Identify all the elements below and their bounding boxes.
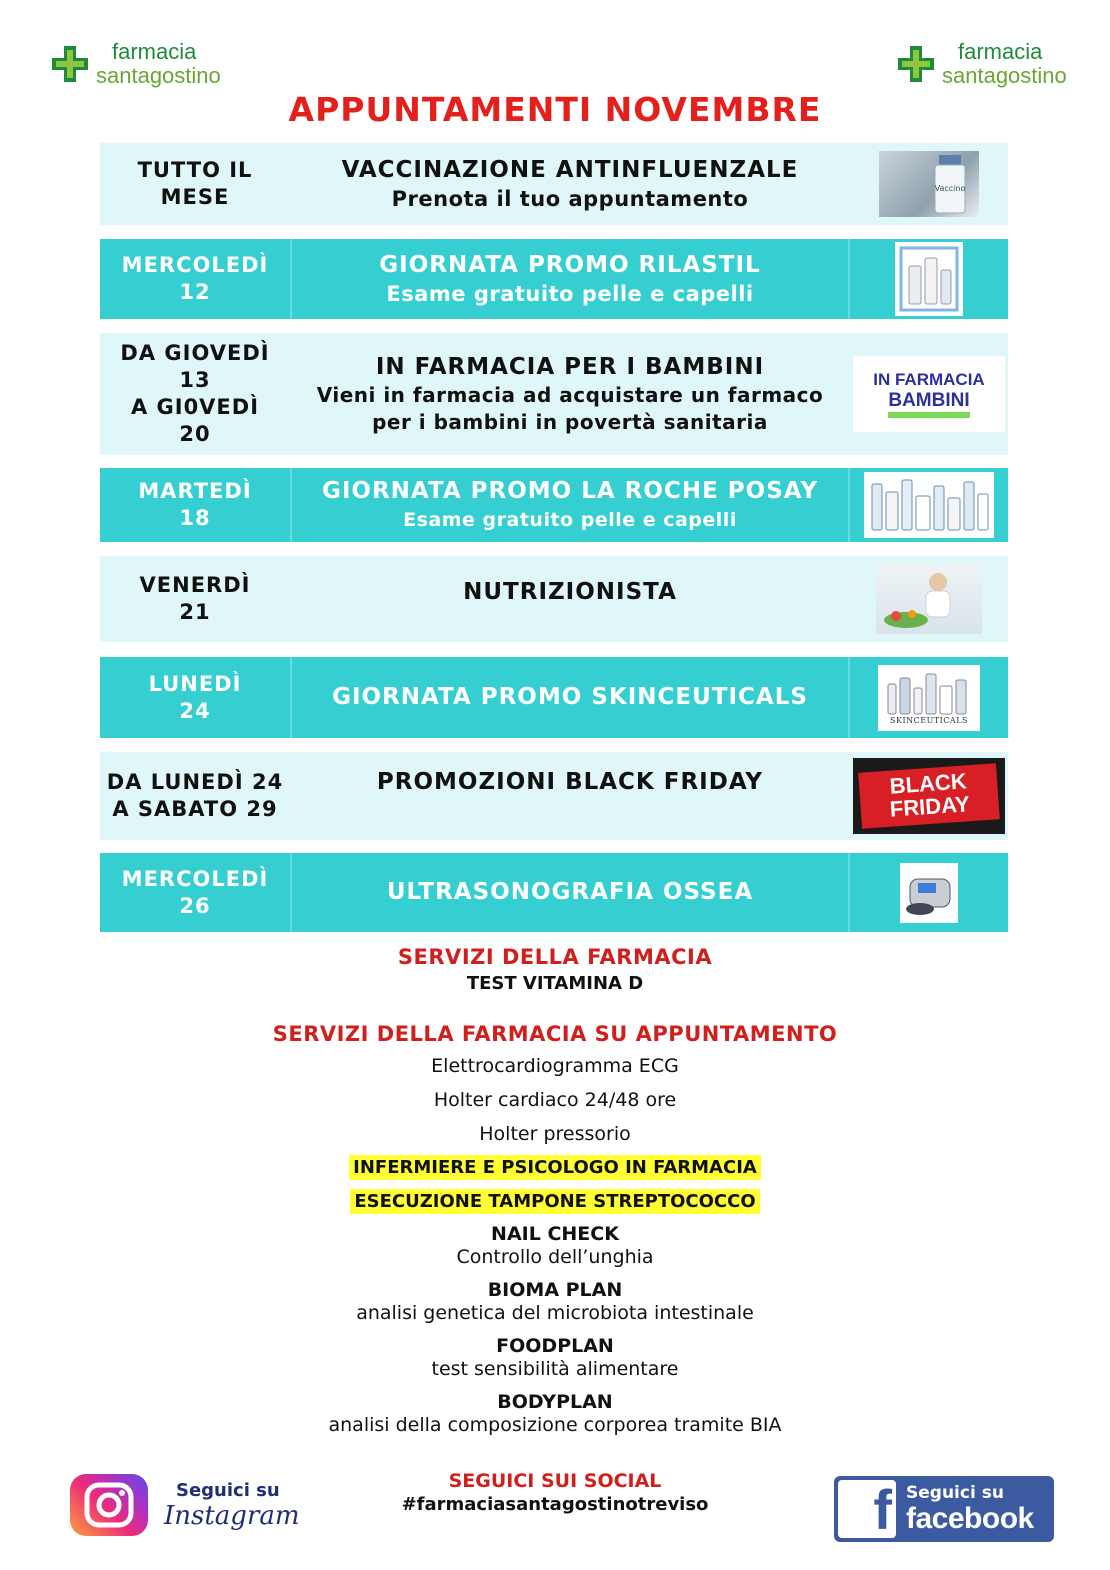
- row-image: [850, 143, 1008, 225]
- service-item: Holter cardiaco 24/48 ore: [433, 1089, 677, 1111]
- vaccine-vial-image: [879, 151, 979, 217]
- appointment-row: [100, 752, 1008, 840]
- in-farmacia-per-i-bambini-logo: IN FARMACIA BAMBINI: [853, 356, 1005, 432]
- services-heading: SERVIZI DELLA FARMACIA: [397, 945, 713, 969]
- services-section: [0, 945, 1110, 994]
- row-image: [850, 752, 1008, 840]
- instagram-line2: Instagram: [164, 1500, 300, 1531]
- row-date: LUNEDÌ 24: [100, 657, 292, 738]
- row-date: VENERDÌ 21: [139, 573, 251, 624]
- appointment-row: [100, 333, 1008, 455]
- event-subtitle: Esame gratuito pelle e capelli: [386, 281, 754, 306]
- row-event: [290, 556, 850, 642]
- event-title: VACCINAZIONE ANTINFLUENZALE: [341, 156, 799, 183]
- page-title: APPUNTAMENTI NOVEMBRE: [288, 90, 822, 129]
- plan-name: NAIL CHECK: [491, 1223, 619, 1245]
- event-title: PROMOZIONI BLACK FRIDAY: [376, 769, 764, 795]
- service-item: Holter pressorio: [479, 1123, 631, 1145]
- la-roche-posay-products-image: [864, 472, 994, 538]
- row-event: [290, 333, 850, 455]
- row-image: [850, 333, 1008, 455]
- plan-block: [0, 1222, 1110, 1268]
- plan-name: BODYPLAN: [497, 1391, 613, 1413]
- row-event: [292, 657, 848, 738]
- svg-text:Vaccino: Vaccino: [934, 184, 966, 193]
- plan-description: Controllo dell’unghia: [456, 1246, 654, 1268]
- pharmacy-cross-icon: [896, 44, 936, 84]
- service-item: TEST VITAMINA D: [466, 973, 644, 994]
- row-image: [848, 239, 1008, 319]
- row-event: [292, 468, 848, 542]
- event-title: GIORNATA PROMO SKINCEUTICALS: [332, 684, 808, 710]
- facebook-icon: f: [838, 1480, 896, 1538]
- highlighted-service: ESECUZIONE TAMPONE STREPTOCOCCO: [350, 1189, 759, 1214]
- pharmacy-cross-icon: [50, 44, 90, 84]
- facebook-link[interactable]: [834, 1476, 1054, 1542]
- event-subtitle: Prenota il tuo appuntamento: [391, 186, 749, 211]
- row-date: TUTTO IL MESE: [137, 158, 253, 209]
- bone-densitometer-image: [900, 863, 958, 923]
- highlighted-service: INFERMIERE E PSICOLOGO IN FARMACIA: [349, 1155, 761, 1180]
- plan-description: analisi della composizione corporea tramite BIA: [328, 1414, 782, 1436]
- plan-name: BIOMA PLAN: [487, 1279, 623, 1301]
- brand-line1: farmacia: [112, 39, 197, 64]
- appointment-services-section: [0, 1022, 1110, 1436]
- social-hashtag[interactable]: #farmaciasantagostinotreviso: [401, 1494, 709, 1515]
- appointment-row: [100, 556, 1008, 642]
- row-date: MARTEDÌ 18: [100, 468, 292, 542]
- brand-logo-left: [50, 40, 221, 88]
- plan-block: [0, 1278, 1110, 1324]
- row-date: DA LUNEDÌ 24 A SABATO 29: [106, 770, 284, 821]
- row-image: [848, 853, 1008, 932]
- plan-description: test sensibilità alimentare: [431, 1358, 679, 1380]
- row-image: [850, 556, 1008, 642]
- appointment-row: [100, 143, 1008, 225]
- plan-name: FOODPLAN: [496, 1335, 614, 1357]
- event-title: ULTRASONOGRAFIA OSSEA: [386, 879, 754, 905]
- row-event: [292, 239, 848, 319]
- social-heading: SEGUICI SUI SOCIAL: [448, 1470, 662, 1492]
- plan-description: analisi genetica del microbiota intestinale: [356, 1302, 754, 1324]
- black-friday-banner: BLACK FRIDAY: [853, 758, 1005, 834]
- event-title: GIORNATA PROMO LA ROCHE POSAY: [321, 477, 819, 504]
- facebook-line1: Seguici su: [906, 1483, 1004, 1503]
- row-event: [290, 143, 850, 225]
- nutritionist-image: [876, 564, 982, 634]
- service-item: Elettrocardiogramma ECG: [431, 1055, 679, 1077]
- instagram-line1: Seguici su: [176, 1479, 280, 1501]
- brand-line1: farmacia: [958, 39, 1043, 64]
- brand-line2: santagostino: [96, 63, 221, 88]
- row-event: [292, 853, 848, 932]
- facebook-line2: facebook: [906, 1502, 1034, 1535]
- appointment-row: [100, 657, 1008, 738]
- plan-block: [0, 1390, 1110, 1436]
- row-image: [848, 657, 1008, 738]
- appointment-row: [100, 853, 1008, 932]
- appointment-row: [100, 239, 1008, 319]
- appointment-services-heading: SERVIZI DELLA FARMACIA SU APPUNTAMENTO: [272, 1022, 838, 1046]
- event-title: IN FARMACIA PER I BAMBINI: [375, 353, 765, 380]
- row-date: MERCOLEDÌ 12: [100, 239, 292, 319]
- skinceuticals-products-image: SKINCEUTICALS: [878, 665, 980, 731]
- row-date: DA GIOVEDÌ 13 A GI0VEDÌ 20: [120, 341, 270, 446]
- plan-block: [0, 1334, 1110, 1380]
- event-title: GIORNATA PROMO RILASTIL: [379, 251, 761, 278]
- row-date: MERCOLEDÌ 26: [100, 853, 292, 932]
- brand-line2: santagostino: [942, 63, 1067, 88]
- rilastil-products-image: [895, 242, 963, 316]
- event-title: NUTRIZIONISTA: [463, 579, 677, 605]
- brand-logo-right: [896, 40, 1067, 88]
- appointment-row: [100, 468, 1008, 542]
- event-subtitle: Esame gratuito pelle e capelli: [403, 508, 737, 531]
- row-image: [848, 468, 1008, 542]
- event-subtitle: Vieni in farmacia ad acquistare un farmaco per i bambini in povertà sanitaria: [316, 382, 824, 434]
- row-event: [290, 752, 850, 840]
